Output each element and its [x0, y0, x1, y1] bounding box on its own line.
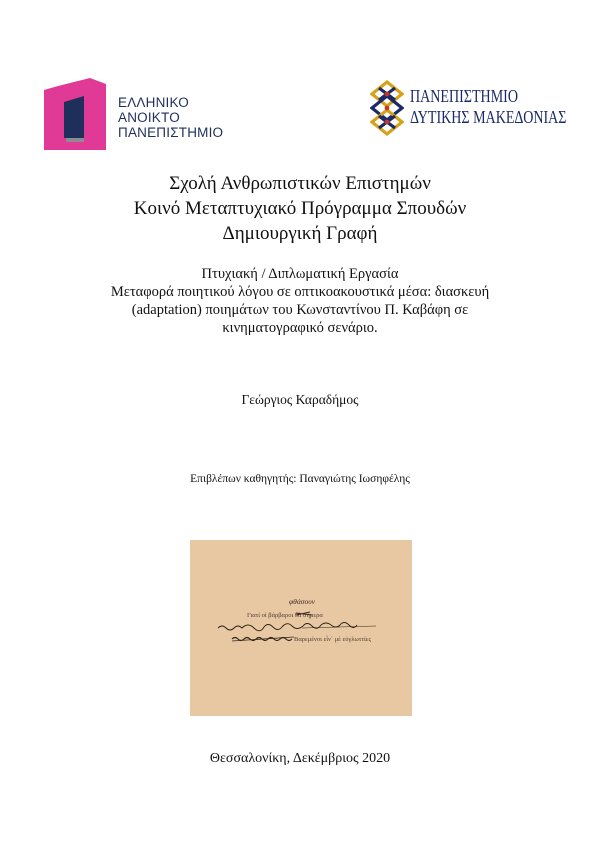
eap-logo-line: ΕΛΛΗΝΙΚΟ: [118, 95, 189, 110]
thesis-title-line: Μεταφορά ποιητικού λόγου σε οπτικοακουστικά μέσα: διασκευή: [110, 284, 490, 300]
school-heading: [0, 171, 600, 246]
eap-logo-line: ΑΝΟΙΚΤΟ: [118, 110, 180, 125]
manuscript-printed-line: Βαρεμένοι εἶν᾽ μὲ εὐγλωττίες: [294, 636, 372, 643]
program-name: Κοινό Μεταπτυχιακό Πρόγραμμα Σπουδών: [133, 198, 467, 219]
thesis-title-line: κινηματογραφικό σενάριο.: [222, 320, 378, 336]
uowm-logo-text: [410, 86, 566, 128]
eap-logo-mark-icon: [44, 78, 106, 150]
eap-logo-line: ΠΑΝΕΠΙΣΤΗΜΙΟ: [118, 125, 224, 140]
manuscript-drawing: [190, 540, 412, 716]
manuscript-printed-line: Γιατί οἱ βάρβαροι θὰ σήμερα: [247, 612, 323, 619]
place-date: Θεσσαλονίκη, Δεκέμβριος 2020: [209, 751, 391, 766]
manuscript-image: [190, 540, 412, 716]
uowm-knot-emblem-icon: [370, 80, 404, 136]
eap-logo: [44, 78, 234, 150]
manuscript-inserted-word: φθάσουν: [289, 597, 315, 606]
uowm-logo-line: ΠΑΝΕΠΙΣΤΗΜΙΟ: [410, 86, 519, 106]
author-name: Γεώργιος Καραδήμος: [241, 392, 359, 407]
uowm-logo: [370, 80, 567, 136]
eap-logo-text: [118, 95, 223, 140]
uowm-logo-line: ΔΥΤΙΚΗΣ ΜΑΚΕΔΟΝΙΑΣ: [410, 107, 567, 127]
thesis-title-line: (adaptation) ποιημάτων του Κωνσταντίνου Π. Καβάφη σε: [131, 302, 469, 318]
thesis-block: [0, 265, 600, 337]
school-name: Σχολή Ανθρωπιστικών Επιστημών: [169, 173, 431, 194]
thesis-type: Πτυχιακή / Διπλωματική Εργασία: [201, 266, 399, 282]
specialization-name: Δημιουργική Γραφή: [222, 223, 378, 244]
supervisor-line: Επιβλέπων καθηγητής: Παναγιώτης Ιωσηφέλης: [190, 473, 410, 485]
